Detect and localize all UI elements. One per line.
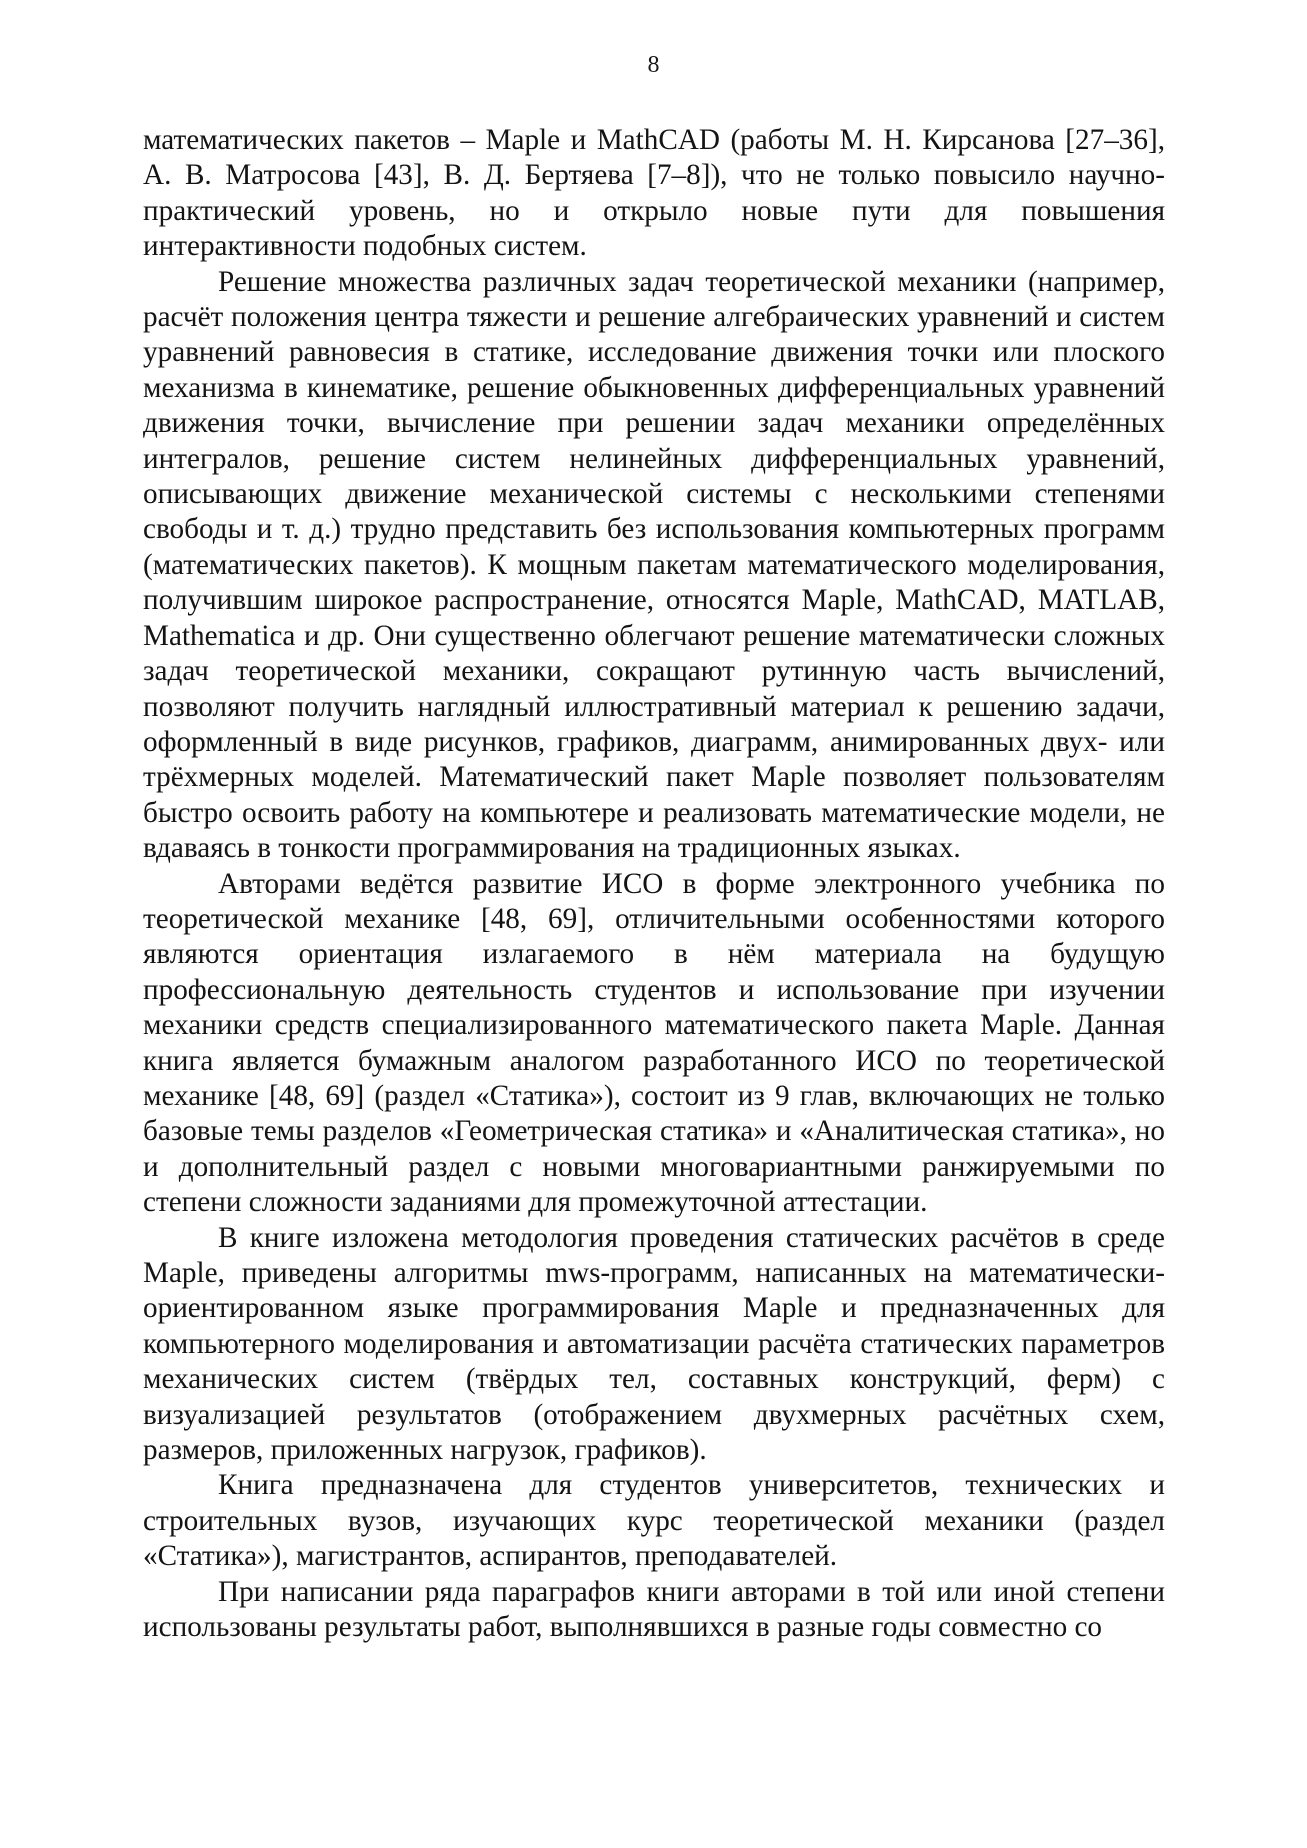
paragraph-authors-development: Авторами ведётся развитие ИСО в форме электронного учебника по теоретической механике [48, 69], отличительными особенностями которого являются ориентация излагаемого в нём материала на будущую профессиональную деятельность студентов и использование при изучении механики средств специализированного математического пакета Maple. Данная книга является бумажным аналогом разработанного ИСО по теоретической механике [48, 69] (раздел «Статика»), состоит из 9 глав, включающих не только базовые темы разделов «Геометрическая статика» и «Аналитическая статика», но и дополнительный раздел с новыми многовариантными ранжируемыми по степени сложности заданиями для промежуточной аттестации. [143,867,1165,1219]
paragraph-audience: Книга предназначена для студентов университетов, технических и строительных вузов, изучающих курс теоретической механики (раздел «Статика»), магистрантов, аспирантов, преподавателей. [143,1469,1165,1573]
paragraph-methodology: В книге изложена методология проведения статических расчётов в среде Maple, приведены алгоритмы mws-программ, написанных на математически-ориентированном языке программирования Maple и предназначенных для компьютерного моделирования и автоматизации расчёта статических параметров механических систем (твёрдых тел, составных конструкций, ферм) с визуализацией результатов (отображением двухмерных расчётных схем, размеров, приложенных нагрузок, графиков). [143,1221,1165,1467]
paragraph-problem-solving: Решение множества различных задач теоретической механики (например, расчёт положения центра тяжести и решение алгебраических уравнений и систем уравнений равновесия в статике, исследование движения точки или плоского механизма в кинематике, решение обыкновенных дифференциальных уравнений движения точки, вычисление при решении задач механики определённых интегралов, решение систем нелинейных дифференциальных уравнений, описывающих движение механической системы с несколькими степенями свободы и т. д.) трудно представить без использования компьютерных программ (математических пакетов). К мощным пакетам математического моделирования, получившим широкое распространение, относятся Maple, MathCAD, MATLAB, Mathematica и др. Они существенно облегчают решение математически сложных задач теоретической механики, сокращают рутинную часть вычислений, позволяют получить наглядный иллюстративный материал к решению задачи, оформленный в виде рисунков, графиков, диаграмм, анимированных двух- или трёхмерных моделей. Математический пакет Maple позволяет пользователям быстро освоить работу на компьютере и реализовать математические модели, не вдаваясь в тонкости программирования на традиционных языках. [143,265,1165,865]
paragraph-continuation: математических пакетов – Maple и MathCAD (работы М. Н. Кирсанова [27–36], А. В. Матросова [43], В. Д. Бертяева [7–8]), что не только повысило научно-практический уровень, но и открыло новые пути для повышения интерактивности подобных систем. [143,124,1165,263]
paragraph-acknowledgement: При написании ряда параграфов книги авторами в той или иной степени использованы результаты работ, выполнявшихся в разные годы совместно со [143,1575,1165,1644]
page-number: 8 [647,52,660,78]
body-text [143,123,1165,1645]
